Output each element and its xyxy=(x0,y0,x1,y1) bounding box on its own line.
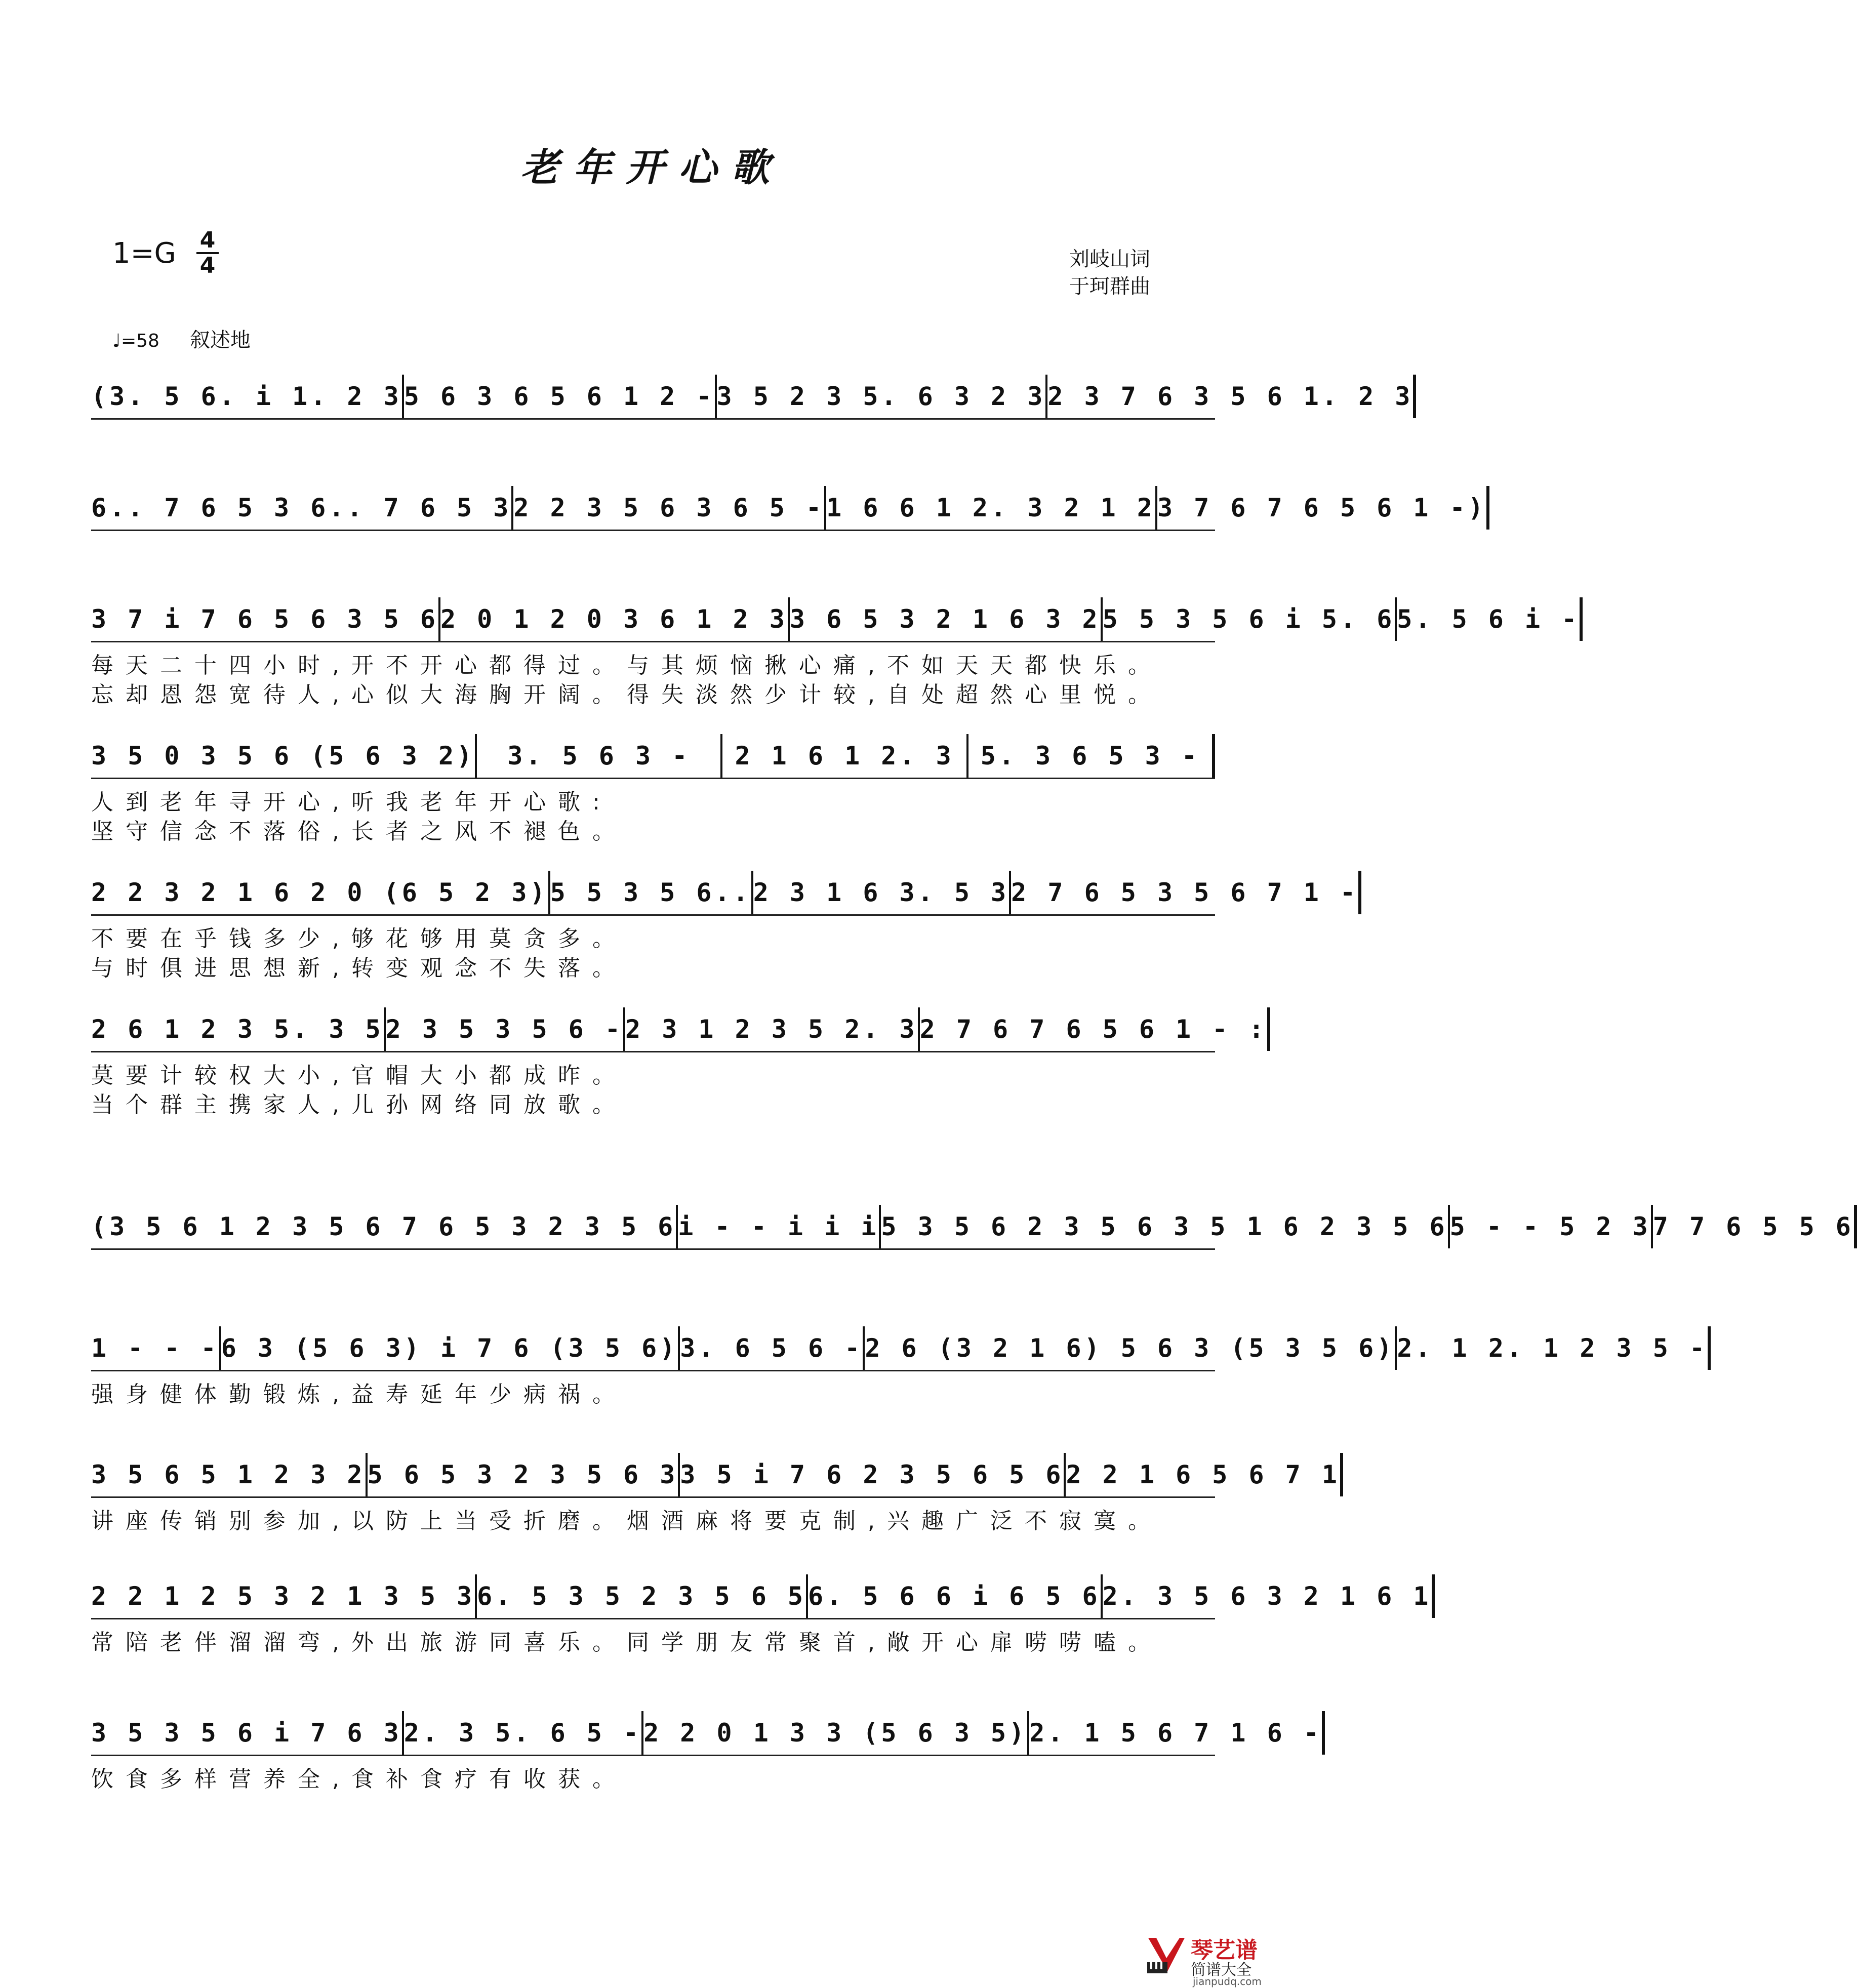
notation-line xyxy=(91,734,1215,779)
measure: 2 2 1 6 5 6 7 1 xyxy=(1066,1453,1343,1496)
measure: 2. 1 5 6 7 1 6 - xyxy=(1029,1711,1325,1755)
site-logo xyxy=(1144,1929,1296,1987)
measure: 5 6 5 3 2 3 5 6 3 xyxy=(368,1453,680,1496)
measure: (3 5 6 1 2 3 5 6 7 6 5 3 2 3 5 6 xyxy=(91,1205,678,1248)
measure: 6. 5 3 5 2 3 5 6 5 xyxy=(477,1574,808,1618)
lyric-verse-2: 当个群主携家人,儿孙网络同放歌。 xyxy=(91,1092,627,1118)
measure: 1 - - - xyxy=(91,1326,221,1370)
tempo-value: ♩=58 xyxy=(112,331,159,351)
measure: 2 2 0 1 3 3 (5 6 3 5) xyxy=(643,1711,1029,1755)
measure: 3. 5 6 3 - xyxy=(477,734,722,778)
measure: 2 2 3 2 1 6 2 0 (6 5 2 3) xyxy=(91,871,550,914)
lyric-verse-1: 讲座传销别参加,以防上当受折磨。烟酒麻将要克制,兴趣广泛不寂寞。 xyxy=(91,1508,1162,1534)
score-row xyxy=(91,1711,1322,1812)
score-row xyxy=(91,1205,1854,1306)
notation-line xyxy=(91,1205,1854,1250)
measure: 5 5 3 5 6 i 5. 6 xyxy=(1103,597,1397,641)
composer-credit: 于珂群曲 xyxy=(1069,275,1150,298)
measure: 3 5 2 3 5. 6 3 2 3 xyxy=(717,375,1048,418)
measure: 6 3 (5 6 3) i 7 6 (3 5 6) xyxy=(221,1326,680,1370)
lyric-verse-1: 常陪老伴溜溜弯,外出旅游同喜乐。同学朋友常聚首,敞开心扉唠唠嗑。 xyxy=(91,1630,1162,1655)
measure: 6.. 7 6 5 3 6.. 7 6 5 3 xyxy=(91,486,513,530)
measure: 2 3 1 2 3 5 2. 3 xyxy=(625,1007,920,1051)
score-row xyxy=(91,1453,1340,1554)
score-row xyxy=(91,1007,1267,1118)
measure: 2 1 6 1 2. 3 xyxy=(722,734,968,778)
lyric-verse-1: 莫要计较权大小,官帽大小都成昨。 xyxy=(91,1063,627,1088)
lyric-verse-1: 每天二十四小时,开不开心都得过。与其烦恼揪心痛,不如天天都快乐。 xyxy=(91,653,1162,678)
measure: 3 5 3 5 6 i 7 6 3 xyxy=(91,1711,404,1755)
logo-brand: 琴艺谱 xyxy=(1191,1937,1258,1963)
lyric-verse-1: 强身健体勤锻炼,益寿延年少病祸。 xyxy=(91,1382,627,1407)
measure: 3 7 6 7 6 5 6 1 -) xyxy=(1157,486,1489,530)
measure: 3 5 i 7 6 2 3 5 6 5 6 xyxy=(680,1453,1066,1496)
lyric-verse-2: 忘却恩怨宽待人,心似大海胸开阔。得失淡然少计较,自处超然心里悦。 xyxy=(91,682,1162,708)
measure: 2. 1 2. 1 2 3 5 - xyxy=(1397,1326,1711,1370)
lyric-verse-2: 与时俱进思想新,转变观念不失落。 xyxy=(91,955,627,981)
measure: 2. 3 5. 6 5 - xyxy=(404,1711,643,1755)
piano-logo-icon xyxy=(1144,1933,1187,1975)
measure: 3 5 6 5 1 2 3 2 xyxy=(91,1453,368,1496)
measure: 3. 6 5 6 - xyxy=(680,1326,865,1370)
score-row xyxy=(91,871,1359,981)
measure: 5 3 5 6 2 3 5 6 3 5 1 6 2 3 5 6 xyxy=(881,1205,1449,1248)
time-signature-top: 4 xyxy=(199,227,216,253)
measure: 2 0 1 2 0 3 6 1 2 3 xyxy=(440,597,790,641)
time-signature-bottom: 4 xyxy=(196,252,219,277)
measure: 5. 3 6 5 3 - xyxy=(968,734,1215,778)
notation-line xyxy=(91,871,1359,916)
measure: 3 6 5 3 2 1 6 3 2 xyxy=(790,597,1103,641)
measure: 5 6 3 6 5 6 1 2 - xyxy=(404,375,717,418)
lyric-verse-1: 不要在乎钱多少,够花够用莫贪多。 xyxy=(91,926,627,952)
key-signature: 1=G xyxy=(112,237,176,270)
measure: 2 2 1 2 5 3 2 1 3 5 3 xyxy=(91,1574,477,1618)
measure: 7 7 6 5 5 6 xyxy=(1653,1205,1857,1248)
measure: 2 6 (3 2 1 6) 5 6 3 (5 3 5 6) xyxy=(865,1326,1397,1370)
time-signature xyxy=(196,229,219,277)
song-title: 老年开心歌 xyxy=(520,145,784,190)
measure: 6. 5 6 6 i 6 5 6 xyxy=(808,1574,1103,1618)
measure: (3. 5 6. i 1. 2 3 xyxy=(91,375,404,418)
notation-line xyxy=(91,375,1414,420)
measure: 2 2 3 5 6 3 6 5 - xyxy=(513,486,826,530)
lyric-verse-2: 坚守信念不落俗,长者之风不褪色。 xyxy=(91,819,627,844)
measure: 1 6 6 1 2. 3 2 1 2 xyxy=(826,486,1157,530)
lyricist-credit: 刘岐山词 xyxy=(1069,248,1150,271)
logo-subtitle: 简谱大全 xyxy=(1191,1961,1252,1979)
measure: 2 3 7 6 3 5 6 1. 2 3 xyxy=(1047,375,1416,418)
notation-line xyxy=(91,486,1486,531)
score-row xyxy=(91,1326,1708,1428)
tempo-marking xyxy=(112,324,251,353)
measure: 5 - - 5 2 3 xyxy=(1450,1205,1653,1248)
measure: i - - i i i xyxy=(678,1205,881,1248)
lyric-verse-1: 人到老年寻开心,听我老年开心歌: xyxy=(91,789,612,815)
measure: 5 5 3 5 6.. xyxy=(550,871,753,914)
measure: 2 7 6 7 6 5 6 1 - : xyxy=(920,1007,1270,1051)
notation-line xyxy=(91,1326,1708,1371)
logo-url: jianpudq.com xyxy=(1193,1975,1262,1987)
measure: 2. 3 5 6 3 2 1 6 1 xyxy=(1103,1574,1435,1618)
notation-line xyxy=(91,1007,1267,1052)
measure: 2 3 5 3 5 6 - xyxy=(386,1007,625,1051)
score-row xyxy=(91,1574,1432,1676)
measure: 5. 5 6 i - xyxy=(1397,597,1583,641)
notation-line xyxy=(91,1574,1432,1619)
notation-line xyxy=(91,1453,1340,1498)
lyric-verse-1: 饮食多样营养全,食补食疗有收获。 xyxy=(91,1766,627,1792)
measure: 2 6 1 2 3 5. 3 5 xyxy=(91,1007,386,1051)
performance-style: 叙述地 xyxy=(189,329,251,352)
score-row xyxy=(91,734,1215,844)
measure: 3 7 i 7 6 5 6 3 5 6 xyxy=(91,597,440,641)
measure: 2 3 1 6 3. 5 3 xyxy=(753,871,1011,914)
score-row xyxy=(91,375,1414,476)
score-row xyxy=(91,486,1486,587)
notation-line xyxy=(91,597,1580,642)
notation-line xyxy=(91,1711,1322,1756)
score-row xyxy=(91,597,1580,708)
measure: 3 5 0 3 5 6 (5 6 3 2) xyxy=(91,734,477,778)
measure: 2 7 6 5 3 5 6 7 1 - xyxy=(1011,871,1361,914)
